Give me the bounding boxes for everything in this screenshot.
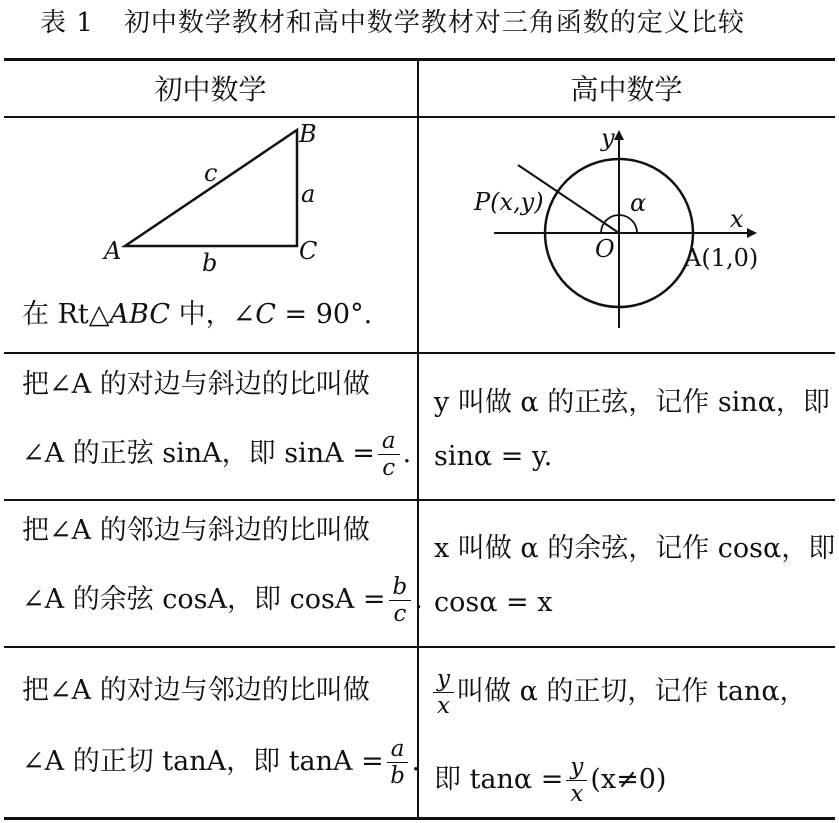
unit-circle-figure — [418, 118, 835, 352]
y-axis-label: y — [601, 124, 615, 152]
point-p-label: P(x,y) — [474, 188, 544, 216]
table-title-text: 初中数学教材和高中数学教材对三角函数的定义比较 — [123, 8, 745, 38]
header-junior: 初中数学 — [154, 73, 267, 106]
tangent-fraction: $\frac{a}{b}$ — [387, 736, 409, 789]
tangent-right-fraction-1: $\frac{y}{x}$ — [433, 666, 454, 719]
sine-left-line2: ∠A 的正弦 sinA，即 sinA = $\frac{a}{c}$ . — [22, 428, 412, 481]
sine-fraction: $\frac{a}{c}$ — [378, 428, 400, 481]
table-title — [40, 2, 745, 39]
tangent-right-line1: $\frac{y}{x}$ 叫做 α 的正切，记作 tanα， — [430, 660, 807, 724]
cosine-fraction: $\frac{b}{c}$ — [389, 574, 412, 627]
origin-label: O — [595, 235, 615, 263]
right-triangle-figure — [90, 118, 350, 288]
tangent-left-line2: ∠A 的正切 tanA，即 tanA = $\frac{a}{b}$ . — [22, 736, 421, 789]
row-rule-1 — [4, 352, 835, 354]
cosine-left-line2: ∠A 的余弦 cosA，即 cosA = $\frac{b}{c}$ . — [22, 574, 423, 627]
triangle-shape — [125, 130, 297, 246]
tangent-right-line2: 即 tanα = $\frac{y}{x}$ (x≠0) — [434, 754, 667, 807]
vertex-a-label: A — [104, 237, 122, 265]
cosine-right-line1: x 叫做 α 的余弦，记作 cosα，即 — [434, 533, 836, 564]
side-c-label: c — [204, 159, 218, 187]
header-senior: 高中数学 — [570, 73, 683, 106]
sine-right-line1: y 叫做 α 的正弦，记作 sinα，即 — [434, 387, 830, 418]
vertex-b-label: B — [299, 120, 317, 148]
sine-left-line1: 把∠A 的对边与斜边的比叫做 — [22, 369, 370, 400]
point-a-label: A(1,0) — [684, 244, 759, 272]
row-rule-3 — [4, 646, 835, 648]
side-a-label: a — [301, 180, 316, 208]
table-number: 表 1 — [40, 8, 94, 38]
sine-right-line2: sinα = y. — [434, 441, 553, 472]
top-rule — [4, 58, 835, 61]
bottom-rule — [4, 817, 835, 820]
tangent-left-line1: 把∠A 的对边与邻边的比叫做 — [22, 675, 370, 706]
triangle-caption: 在 Rt△ABC 中，∠C = 90°. — [22, 299, 373, 330]
cosine-right-line2: cosα = x — [434, 587, 553, 618]
tangent-right-fraction-2: $\frac{y}{x}$ — [566, 754, 587, 807]
x-axis-label: x — [730, 205, 744, 233]
side-b-label: b — [202, 249, 218, 277]
vertex-c-label: C — [299, 237, 318, 265]
angle-label: α — [630, 189, 647, 217]
cosine-left-line1: 把∠A 的邻边与斜边的比叫做 — [22, 515, 370, 546]
row-rule-2 — [4, 499, 835, 501]
